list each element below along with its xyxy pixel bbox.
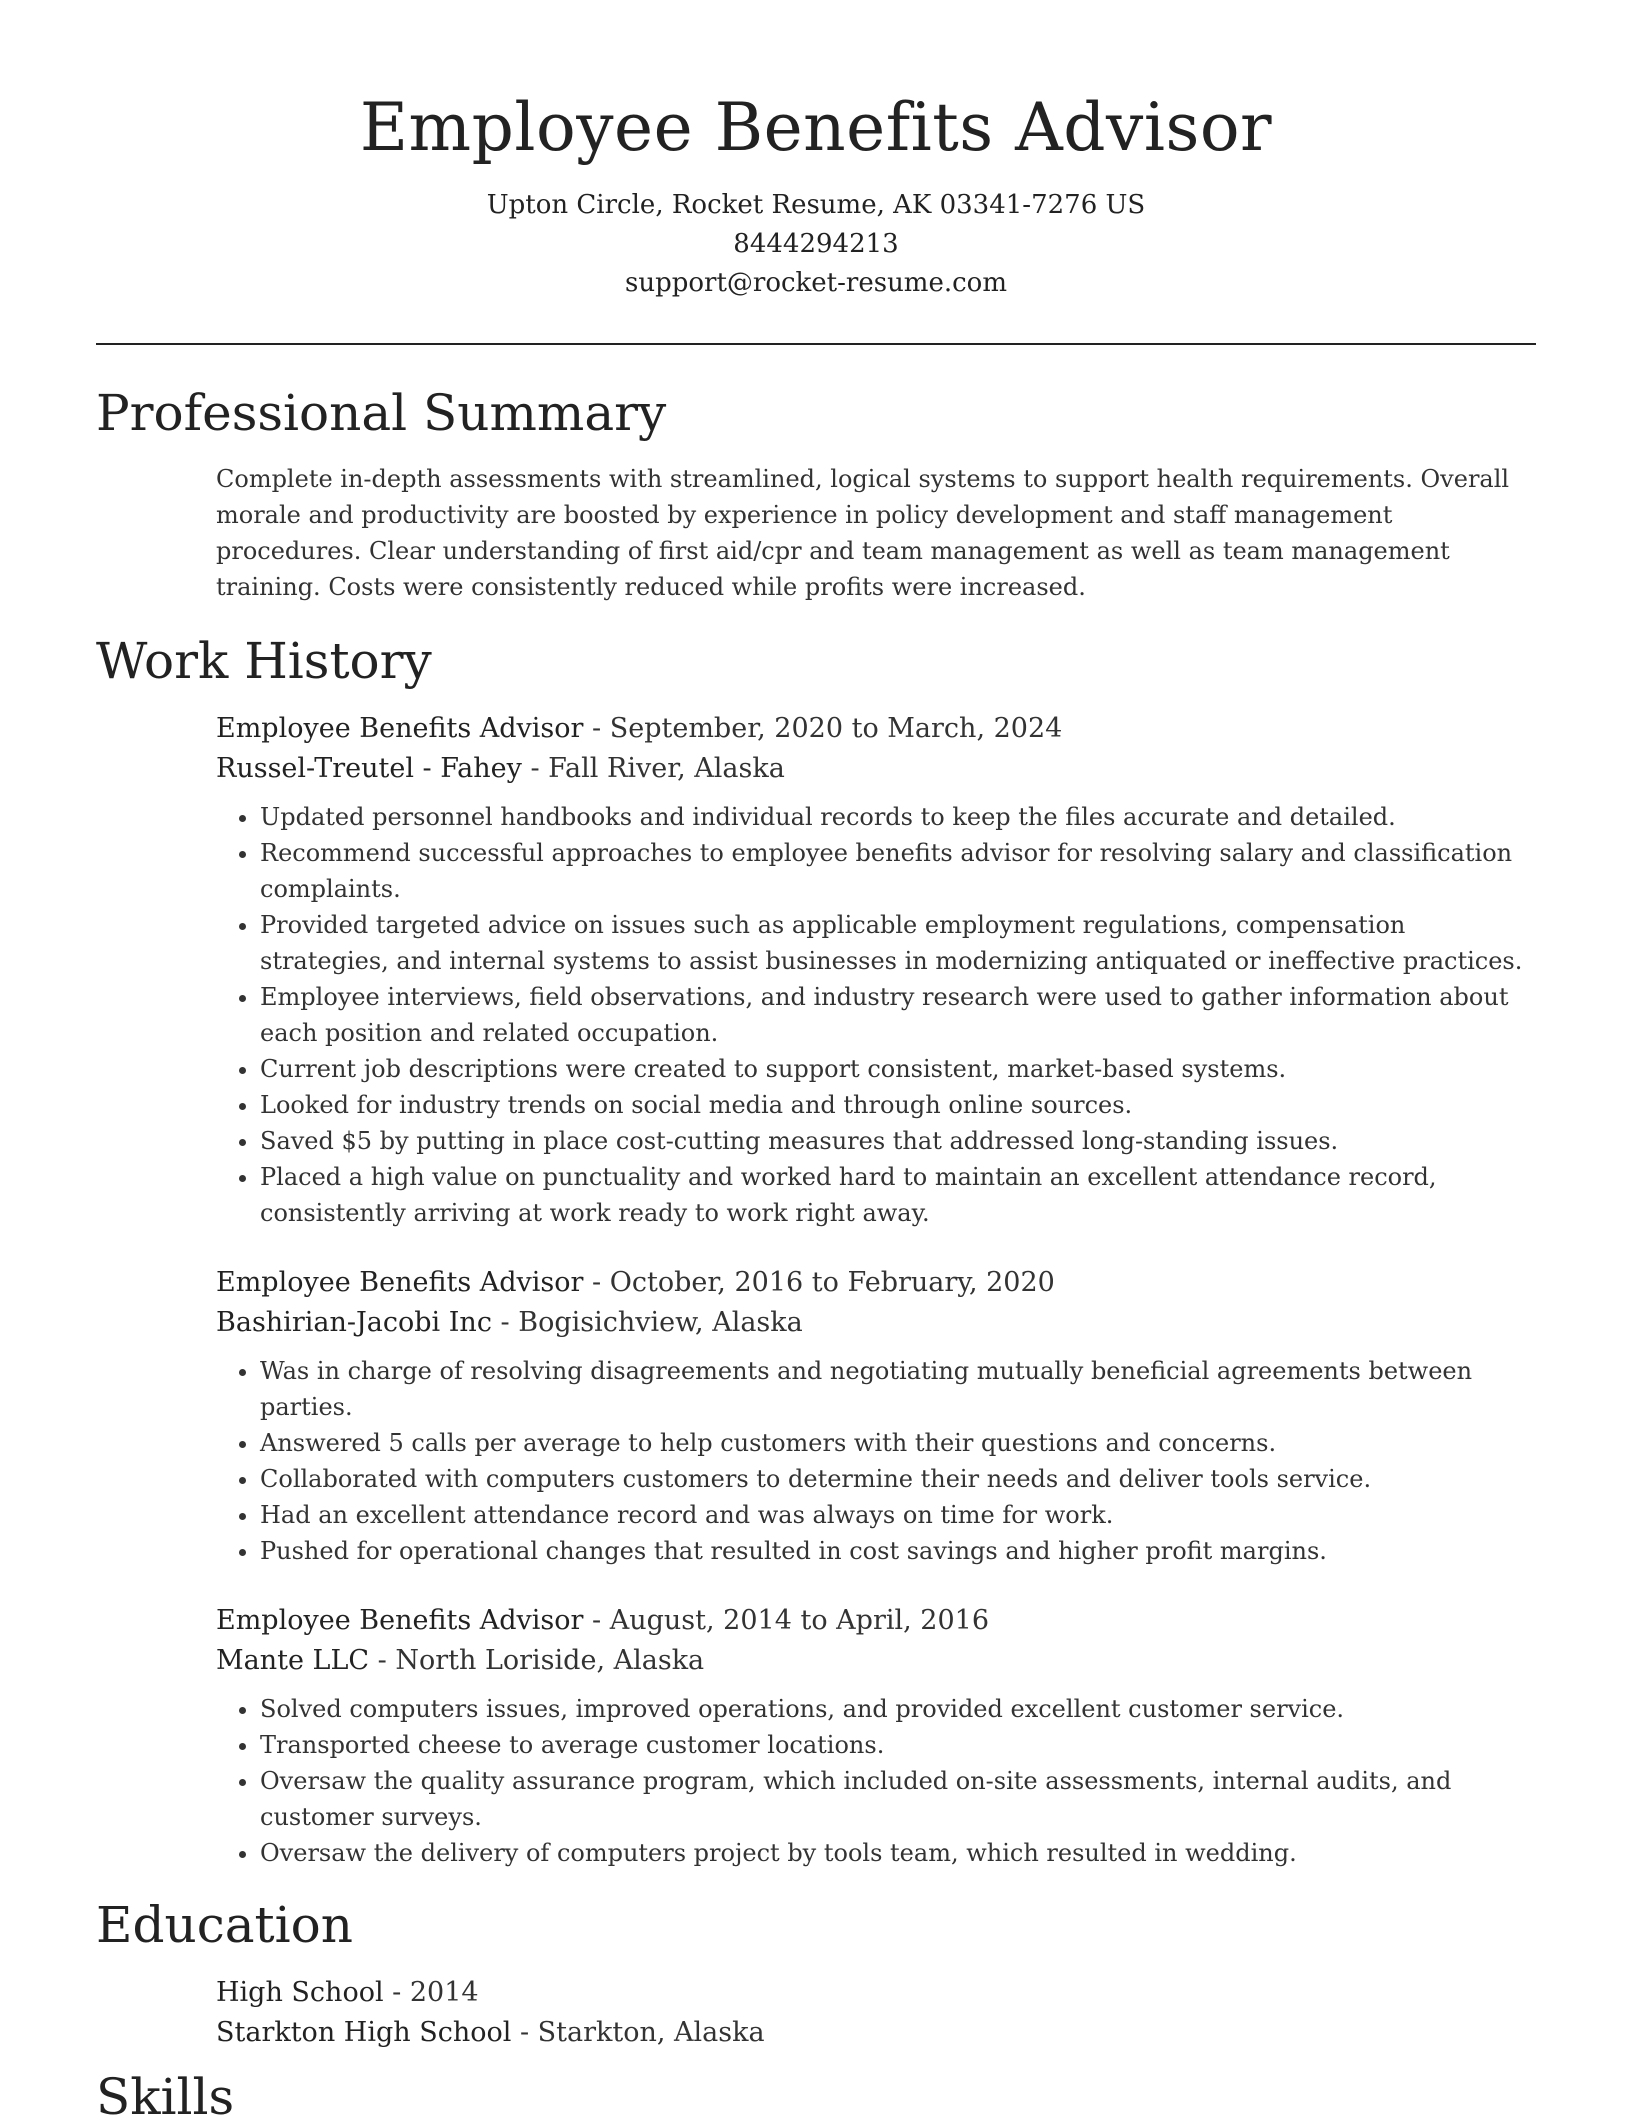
summary-heading: Professional Summary [96, 384, 667, 442]
candidate-name: Employee Benefits Advisor [359, 89, 1273, 166]
job-title-line [216, 1263, 1536, 1303]
bullet-item: • Employee interviews, field observations, and industry research were used to gather information about each position and related occupation. [260, 979, 1536, 1051]
job-company-line [216, 1641, 1536, 1681]
bullet-item: • Oversaw the quality assurance program, which included on-site assessments, internal audits, and customer surveys. [260, 1763, 1536, 1835]
bullet-item: • Saved $5 by putting in place cost-cutting measures that addressed long-standing issues. [260, 1123, 1536, 1159]
bullet-item: • Oversaw the delivery of computers project by tools team, which resulted in wedding. [260, 1835, 1536, 1871]
job-location: - North Loriside, Alaska [369, 1645, 705, 1676]
job-role: Employee Benefits Advisor [216, 713, 584, 744]
school-line [216, 2013, 1536, 2053]
job-dates: - August, 2014 to April, 2016 [583, 1605, 989, 1636]
bullet-item: • Pushed for operational changes that resulted in cost savings and higher profit margins. [260, 1533, 1536, 1569]
job-entry [216, 709, 1536, 1231]
job-company: Bashirian-Jacobi Inc [216, 1307, 492, 1338]
education-heading: Education [96, 1896, 353, 1954]
degree-line [216, 1973, 1536, 2013]
graduation-year: - 2014 [383, 1977, 479, 2008]
job-location: - Bogisichview, Alaska [491, 1307, 803, 1338]
bullet-item: • Solved computers issues, improved operations, and provided excellent customer service. [260, 1691, 1536, 1727]
education-entry [216, 1973, 1536, 2053]
bullet-item: • Was in charge of resolving disagreements and negotiating mutually beneficial agreements between parties. [260, 1353, 1536, 1425]
email-address: support@rocket-resume.com [624, 268, 1007, 298]
bullet-item: • Looked for industry trends on social media and through online sources. [260, 1087, 1536, 1123]
job-bullets [216, 1691, 1536, 1871]
resume-header [96, 0, 1536, 303]
job-bullets [216, 1353, 1536, 1569]
degree: High School [216, 1977, 384, 2008]
bullet-item: • Current job descriptions were created to support consistent, market-based systems. [260, 1051, 1536, 1087]
summary-text: Complete in-depth assessments with streamlined, logical systems to support health requirements. Overall morale and productivity are boosted by experience in policy development and staff management procedures. Clear understanding of first aid/cpr and team management as well as team management training. Costs were consistently reduced while profits were increased. [216, 465, 1510, 601]
skills-heading: Skills [96, 2068, 235, 2126]
bullet-item: • Recommend successful approaches to employee benefits advisor for resolving salary and classification complaints. [260, 835, 1536, 907]
job-dates: - September, 2020 to March, 2024 [583, 713, 1063, 744]
bullet-item: • Placed a high value on punctuality and worked hard to maintain an excellent attendance record, consistently arriving at work ready to work right away. [260, 1159, 1536, 1231]
header-divider [96, 343, 1536, 345]
school-name: Starkton High School [216, 2017, 512, 2048]
job-dates: - October, 2016 to February, 2020 [583, 1267, 1055, 1298]
bullet-item: • Collaborated with computers customers to determine their needs and deliver tools service. [260, 1461, 1536, 1497]
job-role: Employee Benefits Advisor [216, 1605, 584, 1636]
job-company-line [216, 1303, 1536, 1343]
work-history-heading: Work History [96, 632, 432, 690]
job-role: Employee Benefits Advisor [216, 1267, 584, 1298]
contact-info [96, 186, 1536, 303]
job-entry [216, 1263, 1536, 1569]
resume-page [96, 0, 1536, 2127]
bullet-item: • Had an excellent attendance record and was always on time for work. [260, 1497, 1536, 1533]
job-bullets [216, 799, 1536, 1231]
job-title-line [216, 1601, 1536, 1641]
job-location: - Fall River, Alaska [521, 753, 785, 784]
bullet-item: • Updated personnel handbooks and individual records to keep the files accurate and detailed. [260, 799, 1536, 835]
bullet-item: • Answered 5 calls per average to help customers with their questions and concerns. [260, 1425, 1536, 1461]
phone-number: 8444294213 [733, 229, 899, 259]
job-company: Russel-Treutel - Fahey [216, 753, 522, 784]
address: Upton Circle, Rocket Resume, AK 03341-7276 US [486, 190, 1146, 220]
job-title-line [216, 709, 1536, 749]
bullet-item: • Provided targeted advice on issues such as applicable employment regulations, compensation strategies, and internal systems to assist businesses in modernizing antiquated or ineffective practices. [260, 907, 1536, 979]
job-company-line [216, 749, 1536, 789]
job-entry [216, 1601, 1536, 1871]
school-location: - Starkton, Alaska [511, 2017, 765, 2048]
job-company: Mante LLC [216, 1645, 370, 1676]
bullet-item: • Transported cheese to average customer locations. [260, 1727, 1536, 1763]
